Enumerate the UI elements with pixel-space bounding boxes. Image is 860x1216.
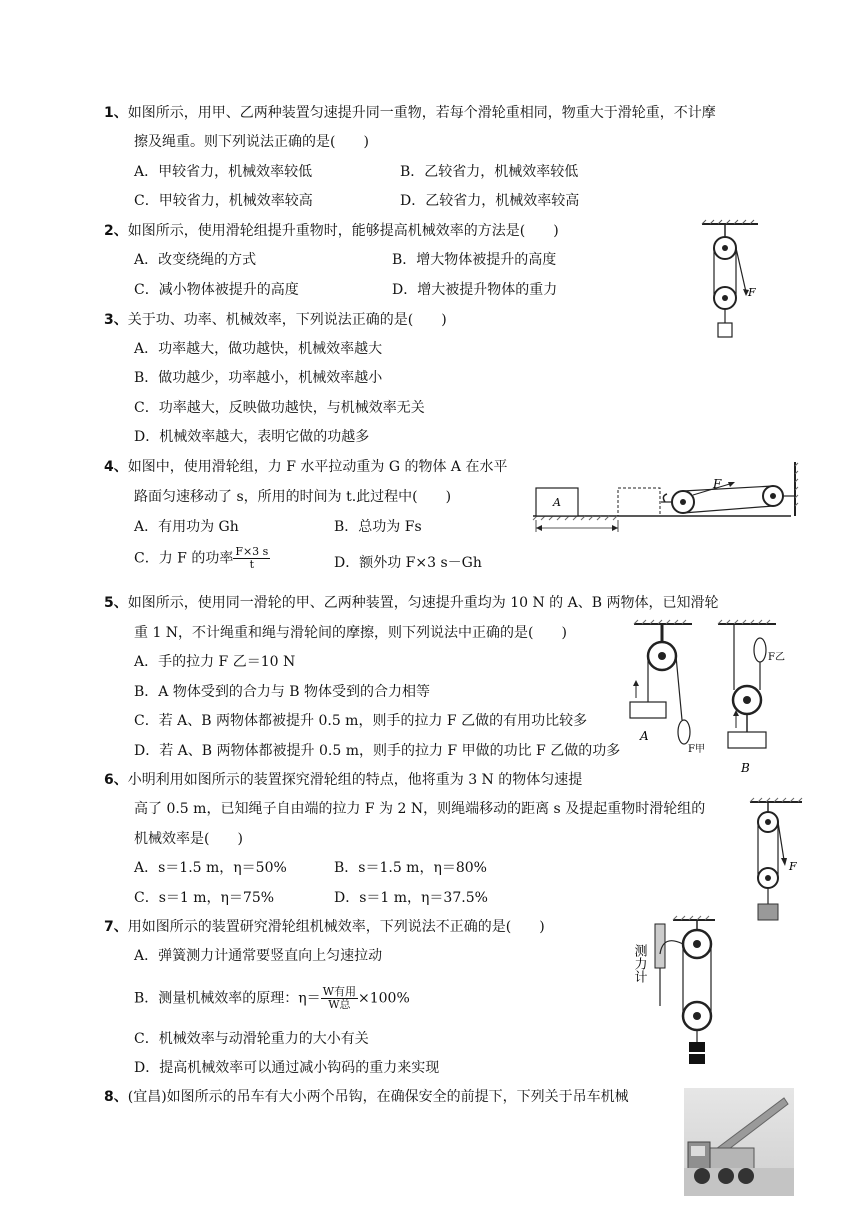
question-number: 6、 (104, 772, 128, 788)
question-8-line-1 (104, 1088, 629, 1106)
question-number: 4、 (104, 459, 128, 475)
q4-horizontal-pulley-figure (533, 458, 798, 538)
question-1-line-1 (104, 104, 716, 122)
question-1-line-2: 擦及绳重。则下列说法正确的是( ) (134, 134, 369, 150)
q7-option-b[interactable] (134, 986, 410, 1011)
efficiency-fraction (321, 986, 358, 1011)
question-text: 关于功、功率、机械效率，下列说法正确的是( ) (127, 312, 447, 328)
q6-option-c[interactable]: C．s＝1 m，η＝75% (134, 890, 275, 906)
q5-option-a[interactable]: A．手的拉力 F 乙＝10 N (134, 654, 296, 670)
fraction-denominator: W总 (328, 998, 351, 1011)
q4-option-d[interactable]: D．额外功 F×3 s－Gh (334, 555, 482, 571)
question-text: 如图所示，用甲、乙两种装置匀速提升同一重物，若每个滑轮重相同，物重大于滑轮重，不计摩 (127, 105, 716, 121)
q1-option-c[interactable]: C．甲较省力，机械效率较高 (134, 193, 313, 209)
q5-option-b[interactable]: B．A 物体受到的合力与 B 物体受到的合力相等 (134, 684, 431, 700)
question-5-line-2: 重 1 N，不计绳重和绳与滑轮间的摩擦，则下列说法中正确的是( ) (134, 625, 567, 641)
q6-figure-label: F (789, 860, 797, 873)
question-text: 如图所示，使用同一滑轮的甲、乙两种装置，匀速提升重均为 10 N 的 A、B 两物体，已知滑轮 (127, 595, 719, 611)
question-number: 3、 (104, 312, 128, 328)
q7-option-d[interactable]: D．提高机械效率可以通过减小钩码的重力来实现 (134, 1060, 440, 1076)
question-text: 如图中，使用滑轮组，力 F 水平拉动重为 G 的物体 A 在水平 (127, 459, 508, 475)
q5-option-c[interactable]: C．若 A、B 两物体都被提升 0.5 m，则手的拉力 F 乙做的有用功比较多 (134, 713, 588, 729)
question-text: 小明利用如图所示的装置探究滑轮组的特点，他将重为 3 N 的物体匀速提 (127, 772, 583, 788)
question-text: 如图所示，使用滑轮组提升重物时，能够提高机械效率的方法是( ) (127, 223, 559, 239)
q3-option-c[interactable]: C．功率越大，反映做功越快，与机械效率无关 (134, 400, 425, 416)
q3-option-b[interactable]: B．做功越少，功率越小，机械效率越小 (134, 370, 383, 386)
q5-pulley-figure (626, 620, 800, 780)
q2-figure-label: F (748, 286, 756, 299)
fraction-numerator: F×3 s (235, 545, 269, 558)
option-text: B．测量机械效率的原理：η＝ (134, 990, 321, 1007)
q4-option-c[interactable] (134, 546, 270, 571)
question-number: 7、 (104, 919, 128, 935)
q2-option-a[interactable]: A．改变绕绳的方式 (134, 252, 257, 268)
question-6-line-2: 高了 0.5 m，已知绳子自由端的拉力 F 为 2 N，则绳端移动的距离 s 及提起重物时滑轮组的 (134, 801, 706, 817)
q4-option-a[interactable]: A．有用功为 Gh (134, 519, 239, 535)
option-text: C．力 F 的功率 (134, 550, 234, 567)
q7-pulley-figure (631, 916, 717, 1076)
q1-option-d[interactable]: D．乙较省力，机械效率较高 (400, 193, 580, 209)
question-7-line-1 (104, 918, 545, 936)
q7-option-c[interactable]: C．机械效率与动滑轮重力的大小有关 (134, 1031, 369, 1047)
q3-option-a[interactable]: A．功率越大，做功越快，机械效率越大 (134, 341, 383, 357)
q1-option-a[interactable]: A．甲较省力，机械效率较低 (134, 164, 313, 180)
question-text: (宜昌)如图所示的吊车有大小两个吊钩，在确保安全的前提下，下列关于吊车机械 (127, 1089, 629, 1105)
q2-option-b[interactable]: B．增大物体被提升的高度 (392, 252, 557, 268)
question-number: 5、 (104, 595, 128, 611)
q2-pulley-figure (698, 220, 768, 345)
q4-option-b[interactable]: B．总功为 Fs (334, 519, 422, 535)
q8-crane-photo (684, 1088, 794, 1196)
q5-figure-label-b: B (741, 761, 750, 775)
question-6-line-1 (104, 771, 582, 789)
q2-option-c[interactable]: C．减小物体被提升的高度 (134, 282, 299, 298)
fraction-numerator: W有用 (322, 985, 356, 998)
q4-force-label: F (713, 477, 722, 491)
q5-figure-label-a: A (640, 729, 649, 743)
question-4-line-1 (104, 458, 507, 476)
question-2-line-1 (104, 222, 559, 240)
question-3-line-1 (104, 311, 447, 329)
question-6-line-3: 机械效率是( ) (134, 831, 243, 847)
fraction-tail: ×100% (358, 990, 410, 1007)
q7-option-a[interactable]: A．弹簧测力计通常要竖直向上匀速拉动 (134, 948, 383, 964)
q7-figure-label: 测力计 (631, 944, 647, 983)
question-number: 8、 (104, 1089, 128, 1105)
q2-option-d[interactable]: D．增大被提升物体的重力 (392, 282, 558, 298)
question-number: 2、 (104, 223, 128, 239)
question-4-line-2: 路面匀速移动了 s，所用的时间为 t.此过程中( ) (134, 489, 452, 505)
q5-figure-label-f-yi: F乙 (768, 652, 785, 663)
q4-block-label: A (553, 496, 561, 509)
q1-option-b[interactable]: B．乙较省力，机械效率较低 (400, 164, 579, 180)
q6-option-d[interactable]: D．s＝1 m，η＝37.5% (334, 890, 488, 906)
q6-option-b[interactable]: B．s＝1.5 m，η＝80% (334, 860, 487, 876)
question-number: 1、 (104, 105, 128, 121)
q6-pulley-figure (748, 798, 804, 926)
question-text: 用如图所示的装置研究滑轮组机械效率，下列说法不正确的是( ) (127, 919, 545, 935)
power-fraction (233, 546, 270, 571)
fraction-denominator: t (249, 558, 255, 571)
q5-option-d[interactable]: D．若 A、B 两物体都被提升 0.5 m，则手的拉力 F 甲做的功比 F 乙做的功多 (134, 743, 621, 759)
q6-option-a[interactable]: A．s＝1.5 m，η＝50% (134, 860, 287, 876)
q5-figure-label-f-jia: F甲 (688, 744, 705, 755)
q3-option-d[interactable]: D．机械效率越大，表明它做的功越多 (134, 429, 370, 445)
question-5-line-1 (104, 594, 718, 612)
